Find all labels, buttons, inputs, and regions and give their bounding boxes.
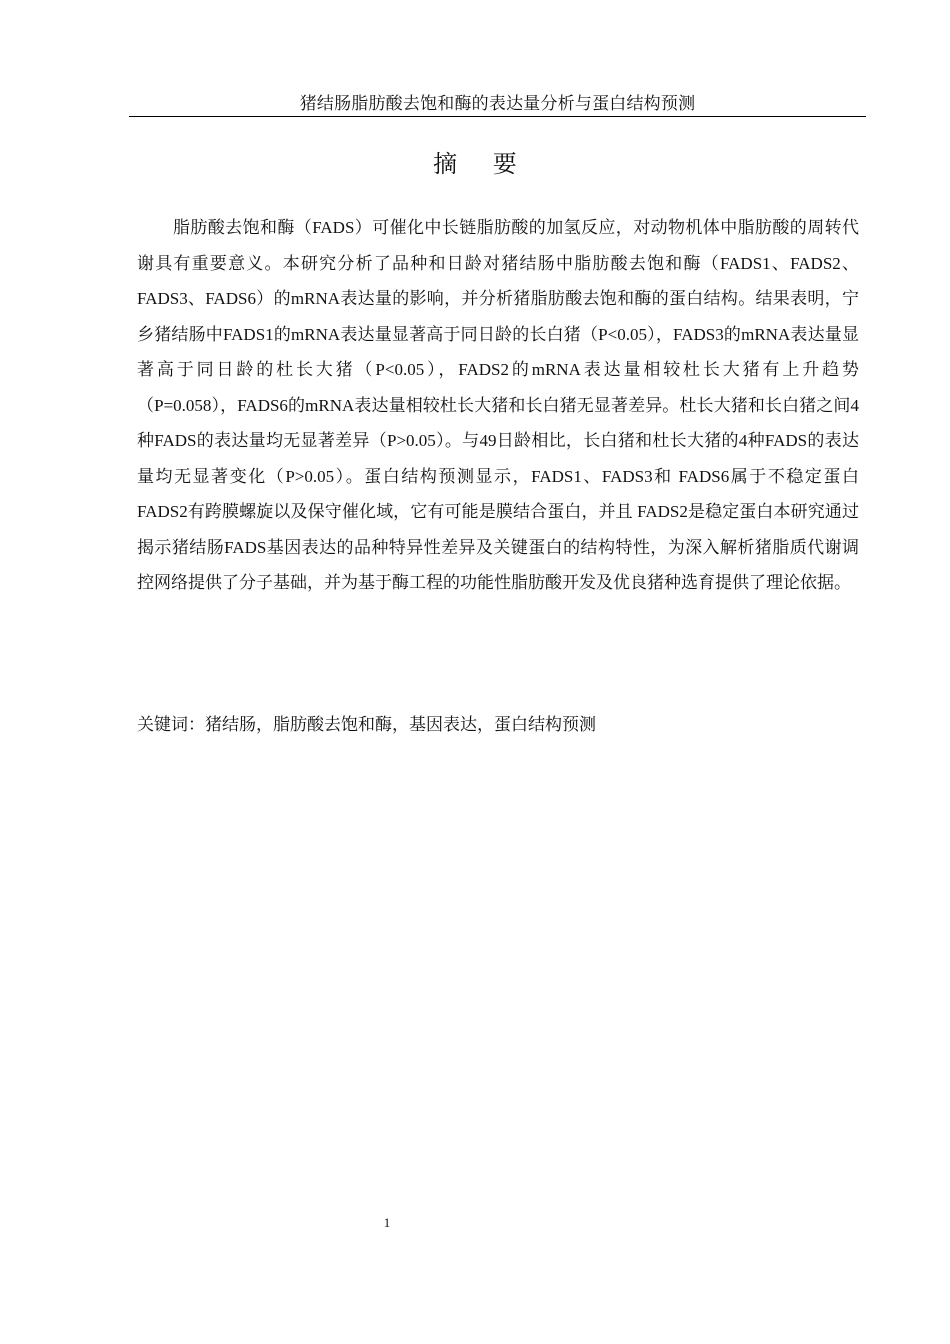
abstract-heading: 摘 要 xyxy=(433,150,531,178)
page-number: 1 xyxy=(383,1215,391,1230)
page-header xyxy=(129,92,866,117)
keywords-line: 关键词：猪结肠，脂肪酸去饱和酶，基因表达，蛋白结构预测 xyxy=(137,715,596,734)
abstract-body-paragraph: 脂肪酸去饱和酶（FADS）可催化中长链脂肪酸的加氢反应，对动物机体中脂肪酸的周转代谢具有重要意义。本研究分析了品种和日龄对猪结肠中脂肪酸去饱和酶（FADS1、FADS2、FADS3、FADS6）的mRNA表达量的影响，并分析猪脂肪酸去饱和酶的蛋白结构。结果表明，宁乡猪结肠中FADS1的mRNA表达量显著高于同日龄的长白猪（P<0.05），FADS3的mRNA表达量显著高于同日龄的杜长大猪（P<0.05），FADS2的mRNA表达量相较杜长大猪有上升趋势（P=0.058），FADS6的mRNA表达量相较杜长大猪和长白猪无显著差异。杜长大猪和长白猪之间4种FADS的表达量均无显著差异（P>0.05）。与49日龄相比，长白猪和杜长大猪的4种FADS的表达量均无显著变化（P>0.05）。蛋白结构预测显示，FADS1、FADS3和 FADS6属于不稳定蛋白FADS2有跨膜螺旋以及保守催化域，它有可能是膜结合蛋白，并且 FADS2是稳定蛋白本研究通过揭示猪结肠FADS基因表达的品种特异性差异及关键蛋白的结构特性，为深入解析猪脂质代谢调控网络提供了分子基础，并为基于酶工程的功能性脂肪酸开发及优良猪种选育提供了理论依据。 xyxy=(137,218,859,592)
running-head-title: 猪结肠脂肪酸去饱和酶的表达量分析与蛋白结构预测 xyxy=(299,94,696,113)
